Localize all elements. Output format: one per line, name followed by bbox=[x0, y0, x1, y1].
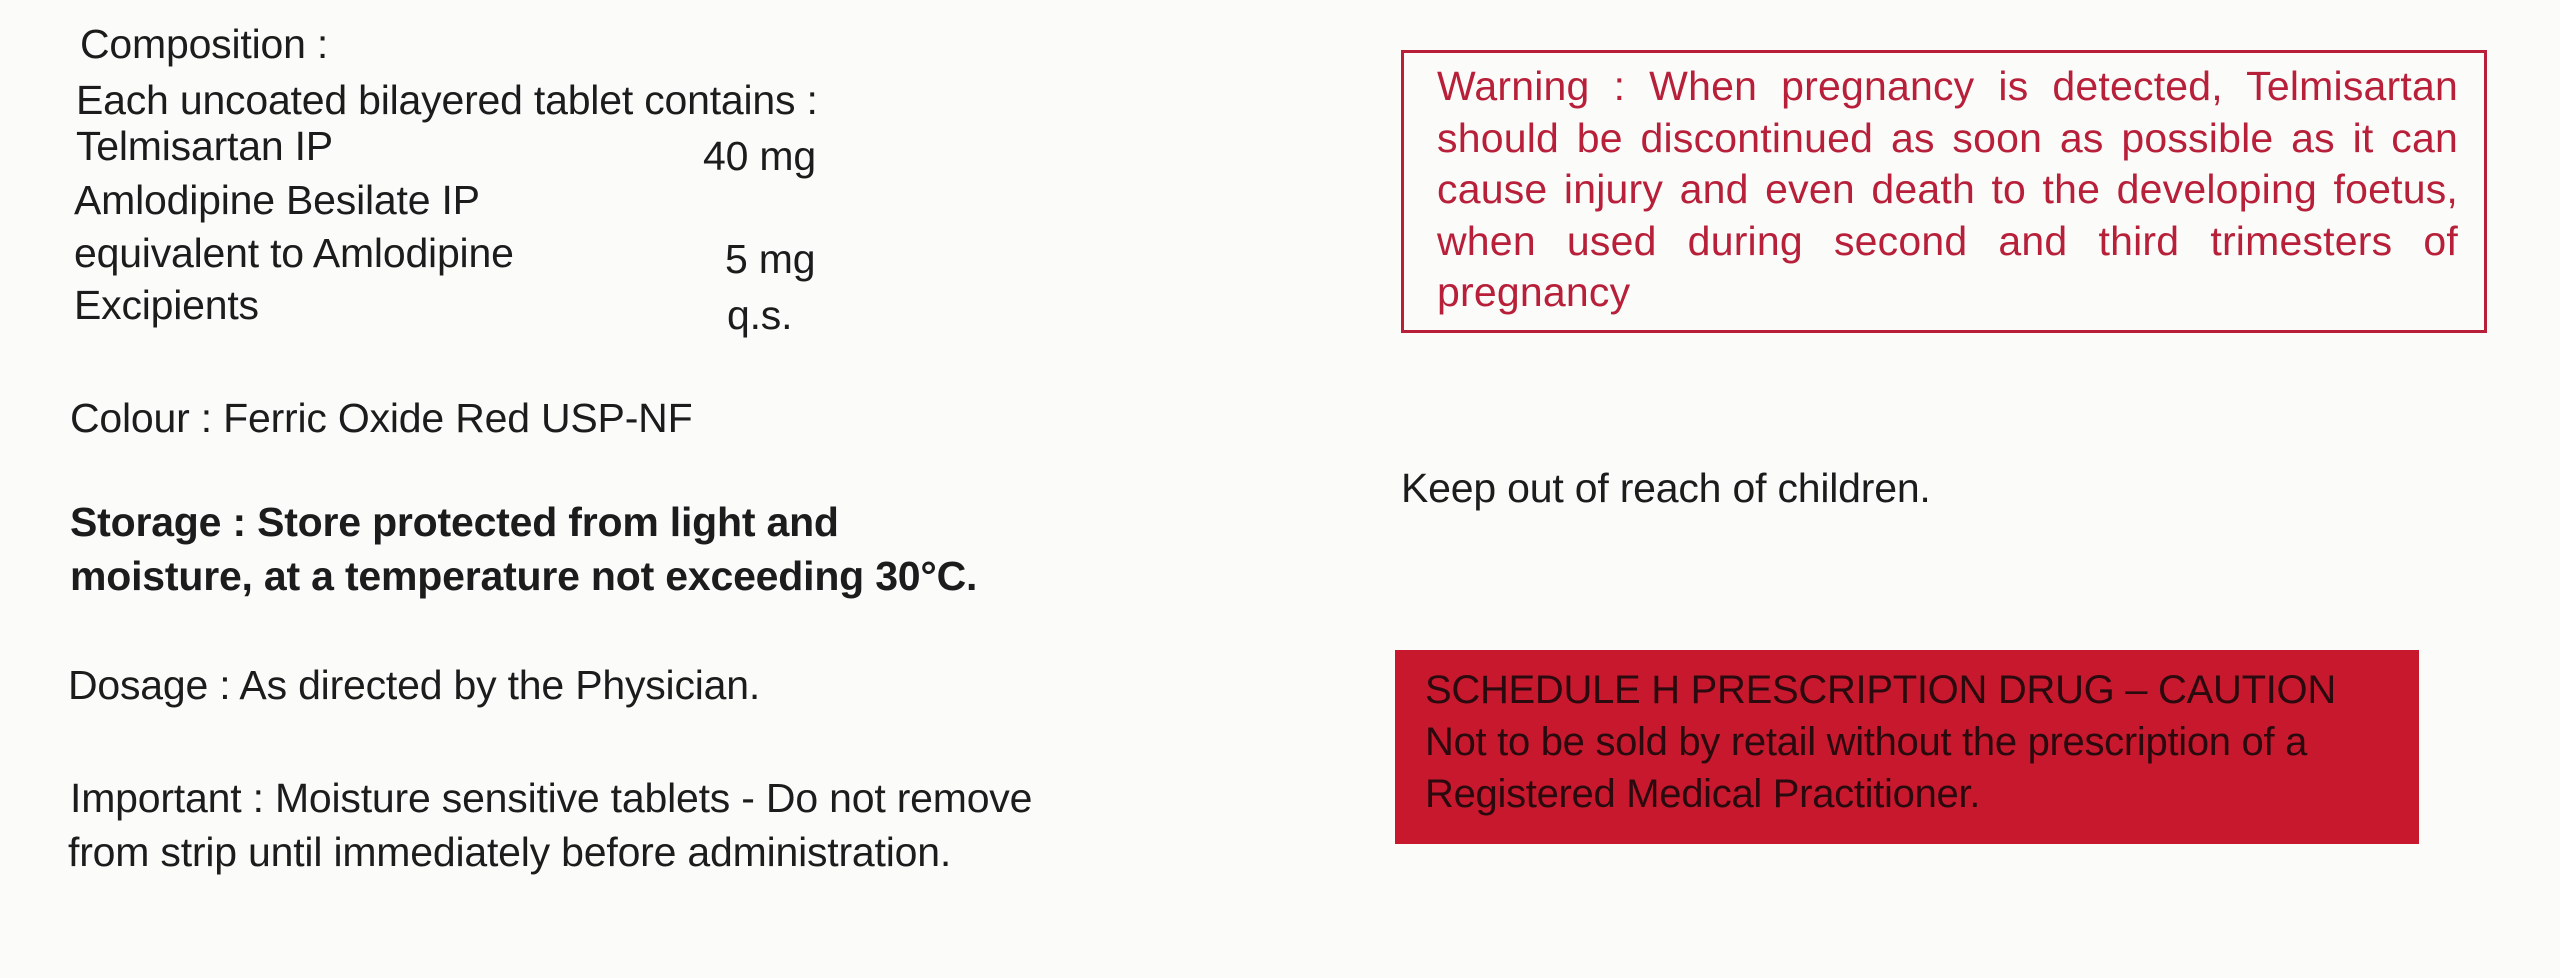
ingredient-name-telmisartan: Telmisartan IP bbox=[76, 123, 333, 169]
ingredient-amount-amlodipine: 5 mg bbox=[725, 236, 816, 282]
storage-line-1: Storage : Store protected from light and bbox=[70, 499, 839, 545]
keep-out-of-reach: Keep out of reach of children. bbox=[1401, 465, 1931, 511]
composition-heading: Composition : bbox=[80, 21, 329, 67]
colour-statement: Colour : Ferric Oxide Red USP-NF bbox=[70, 395, 693, 441]
ingredient-name-amlodipine-equivalent: equivalent to Amlodipine bbox=[74, 230, 514, 276]
storage-line-2: moisture, at a temperature not exceeding 30°C. bbox=[70, 553, 978, 599]
schedule-h-line-1: Not to be sold by retail without the prescription of a bbox=[1425, 720, 2308, 764]
schedule-h-title: SCHEDULE H PRESCRIPTION DRUG – CAUTION bbox=[1425, 668, 2336, 712]
warning-text: Warning : When pregnancy is detected, Telmisartan should be discontinued as soon as possible as it can cause injury and even death to the developing foetus, when used during second and third trimesters of pregnancy bbox=[1437, 63, 2458, 315]
schedule-h-box bbox=[1395, 650, 2419, 844]
ingredient-name-amlodipine-besilate: Amlodipine Besilate IP bbox=[74, 177, 480, 223]
ingredient-amount-excipients: q.s. bbox=[727, 292, 793, 338]
ingredient-amount-telmisartan: 40 mg bbox=[703, 133, 816, 179]
important-line-1: Important : Moisture sensitive tablets - Do not remove bbox=[70, 775, 1033, 821]
ingredient-name-excipients: Excipients bbox=[74, 282, 259, 328]
dosage-statement: Dosage : As directed by the Physician. bbox=[68, 662, 761, 708]
composition-intro: Each uncoated bilayered tablet contains : bbox=[76, 77, 818, 123]
important-line-2: from strip until immediately before administration. bbox=[68, 829, 952, 875]
schedule-h-line-2: Registered Medical Practitioner. bbox=[1425, 772, 1981, 816]
warning-box bbox=[1401, 50, 2487, 333]
